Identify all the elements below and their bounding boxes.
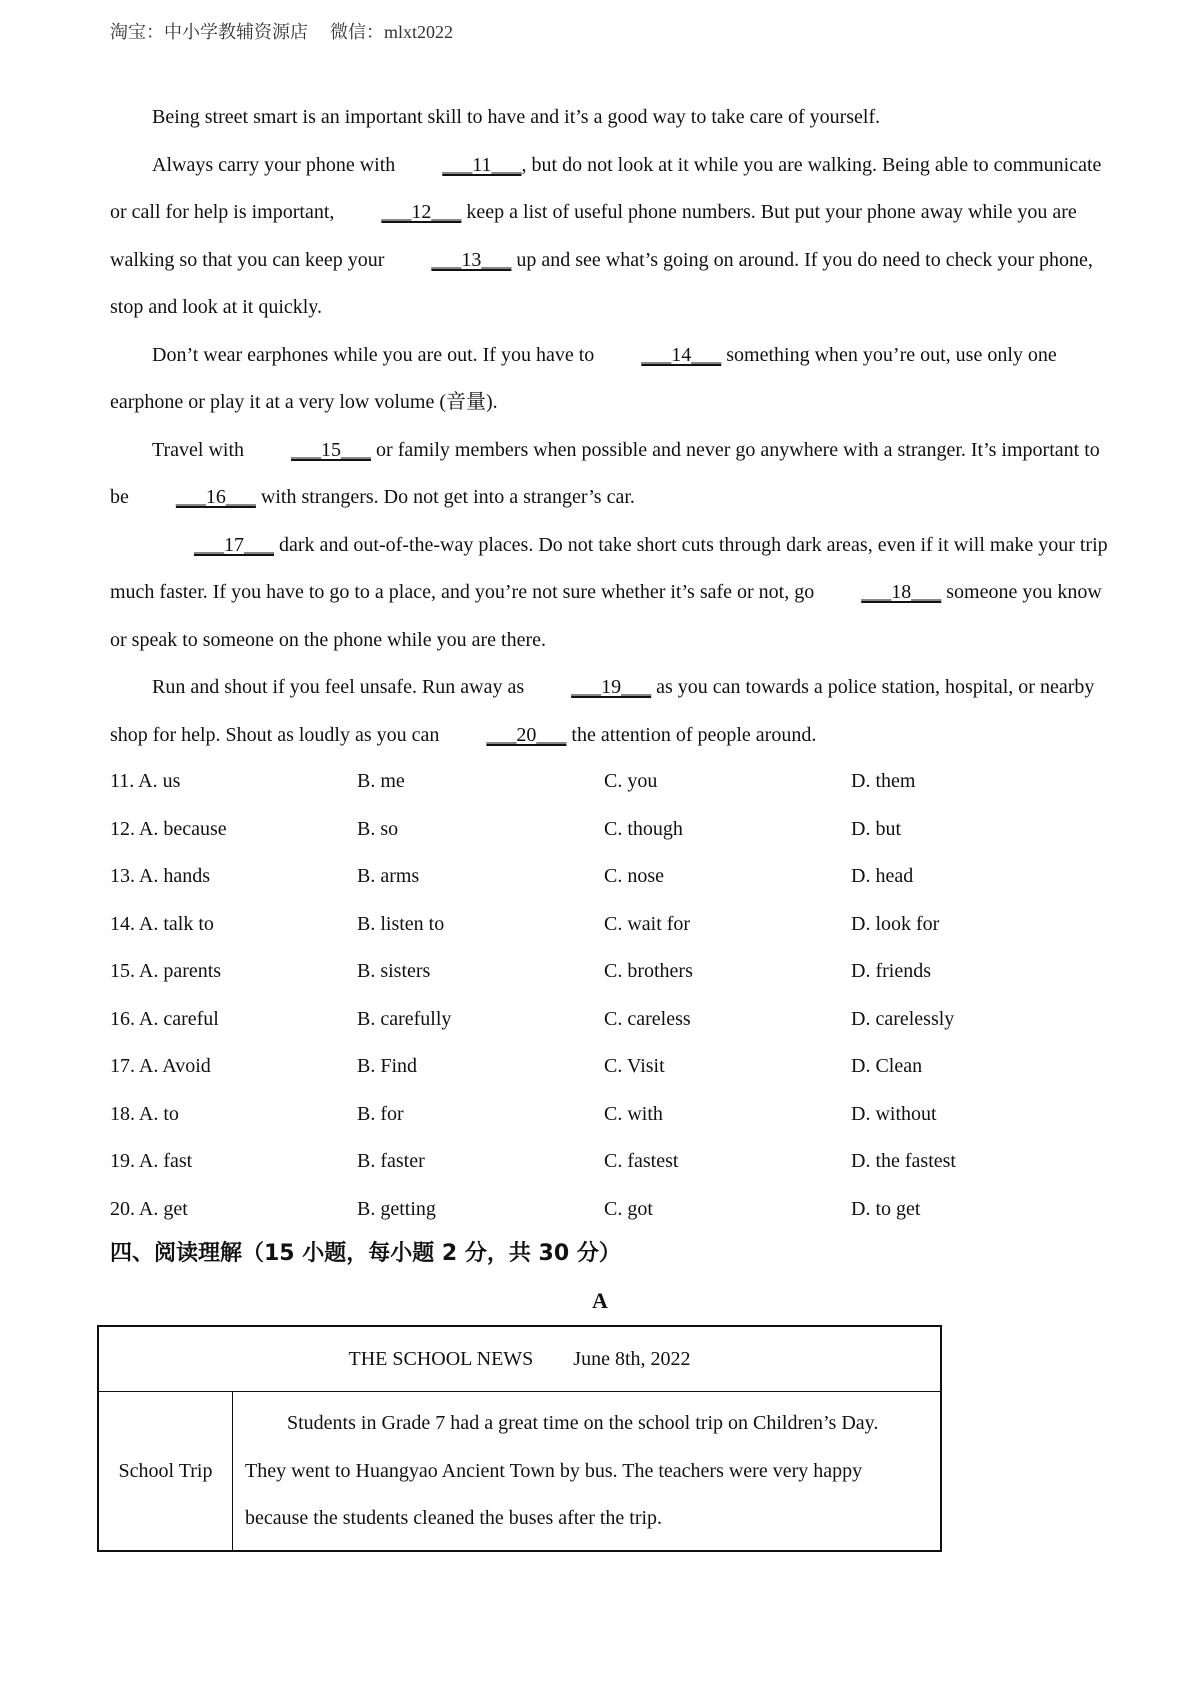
question-row [110, 901, 1110, 949]
option-a: 12. A. because [110, 817, 227, 840]
option-a: 18. A. to [110, 1102, 179, 1125]
option-c: C. got [604, 1197, 653, 1220]
option-c: C. you [604, 770, 658, 792]
question-row [110, 1138, 1110, 1186]
option-d: D. carelessly [851, 1007, 955, 1030]
shop-label: 淘宝：中小学教辅资源店 [110, 22, 308, 42]
question-row [110, 853, 1110, 901]
option-c: C. nose [604, 865, 664, 887]
option-b: B. for [357, 1102, 404, 1125]
section-title: 四、阅读理解（15 小题，每小题 2 分，共 30 分） [110, 1241, 621, 1266]
option-a: 16. A. careful [110, 1007, 219, 1030]
option-b: B. sisters [357, 960, 431, 982]
news-category: School Trip [99, 1392, 233, 1550]
question-row [110, 758, 1110, 806]
text-run: with strangers. Do not get into a stranger’s car. [255, 486, 635, 508]
option-b: B. getting [357, 1197, 436, 1220]
news-content [233, 1392, 940, 1550]
option-b: B. listen to [357, 912, 445, 935]
option-a: 20. A. get [110, 1197, 188, 1220]
paragraph-3 [110, 332, 1110, 427]
news-paragraph: Students in Grade 7 had a great time on the school trip on Children’s Day. They went to Huangyao Ancient Town by bus. The teachers were very happy because the students cleaned the buses after the trip. [245, 1412, 879, 1529]
paragraph-2 [110, 142, 1110, 332]
paragraph-4 [110, 427, 1110, 522]
text-run: someone you know or speak to someone on the phone while you are there. [110, 581, 1102, 651]
text-run: or family members when possible and never go anywhere with a stranger. It’s important to be [110, 438, 1100, 508]
option-a: 13. A. hands [110, 865, 210, 887]
option-d: D. head [851, 865, 914, 887]
option-b: B. carefully [357, 1007, 452, 1030]
option-b: B. faster [357, 1150, 425, 1172]
news-title: THE SCHOOL NEWS [348, 1348, 534, 1370]
question-row [110, 1091, 1110, 1139]
option-d: D. to get [851, 1197, 921, 1220]
option-c: C. brothers [604, 960, 693, 982]
answer-options [110, 758, 1110, 1233]
text-run: Don’t wear earphones while you are out. If you have to [152, 343, 600, 366]
option-b: B. me [357, 770, 405, 792]
text-run: up and see what’s going on around. If you do need to check your phone, stop and look at it quickly. [110, 248, 1093, 318]
cloze-passage [110, 94, 1110, 759]
option-d: D. the fastest [851, 1150, 956, 1172]
blank-14: ___14___ [641, 343, 722, 366]
blank-19: ___19___ [571, 676, 652, 698]
news-date: June 8th, 2022 [573, 1348, 691, 1370]
page-header [110, 18, 453, 44]
option-c: C. careless [604, 1007, 691, 1030]
text-run: the attention of people around. [566, 723, 817, 746]
text-run: something when you’re out, use only one earphone or play it at a very low volume (音量). [110, 343, 1057, 413]
question-row [110, 996, 1110, 1044]
blank-16: ___16___ [175, 486, 256, 508]
text-run: , but do not look at it while you are walking. Being able to communicate or call for help is important, [110, 153, 1102, 223]
option-d: D. look for [851, 912, 940, 935]
option-a: 14. A. talk to [110, 912, 214, 935]
blank-13: ___13___ [431, 248, 512, 271]
option-a: 19. A. fast [110, 1150, 193, 1172]
text-run: Always carry your phone with [152, 153, 401, 176]
school-news-table [97, 1325, 942, 1552]
option-c: C. wait for [604, 912, 691, 935]
news-row [99, 1392, 940, 1550]
wechat-label: 微信：mlxt2022 [330, 22, 454, 42]
option-a: 15. A. parents [110, 960, 222, 982]
option-b: B. arms [357, 865, 420, 887]
blank-20: ___20___ [486, 723, 567, 746]
blank-12: ___12___ [381, 201, 462, 223]
option-d: D. friends [851, 960, 931, 982]
option-c: C. Visit [604, 1055, 665, 1077]
question-row [110, 1043, 1110, 1091]
paragraph-6 [110, 664, 1110, 759]
text-run: as you can towards a police station, hospital, or nearby shop for help. Shout as loudly as you can [110, 676, 1095, 746]
option-d: D. without [851, 1102, 937, 1125]
option-c: C. though [604, 817, 683, 840]
text-run: dark and out-of-the-way places. Do not take short cuts through dark areas, even if it will make your trip much faster. If you have to go to a place, and you’re not sure whether it’s safe or not, go [110, 533, 1108, 603]
question-row [110, 948, 1110, 996]
option-b: B. so [357, 817, 399, 840]
option-a: 17. A. Avoid [110, 1055, 211, 1077]
question-row [110, 1186, 1110, 1234]
blank-15: ___15___ [291, 438, 372, 461]
blank-11: ___11___ [442, 153, 522, 176]
blank-18: ___18___ [861, 581, 942, 603]
part-label: A [592, 1288, 608, 1313]
option-d: D. Clean [851, 1055, 923, 1077]
news-header [99, 1327, 940, 1392]
paragraph-5 [110, 522, 1110, 665]
blank-17: ___17___ [194, 533, 274, 556]
text-run: Travel with [152, 438, 250, 461]
paragraph-1: Being street smart is an important skill to have and it’s a good way to take care of yourself. [152, 106, 881, 128]
option-d: D. but [851, 817, 901, 840]
option-c: C. with [604, 1102, 663, 1125]
option-b: B. Find [357, 1055, 418, 1077]
text-run: Run and shout if you feel unsafe. Run away as [152, 676, 530, 698]
option-d: D. them [851, 770, 916, 792]
option-c: C. fastest [604, 1150, 679, 1172]
text-run: keep a list of useful phone numbers. But put your phone away while you are walking so that you can keep your [110, 201, 1077, 271]
option-a: 11. A. us [110, 770, 181, 792]
question-row [110, 806, 1110, 854]
